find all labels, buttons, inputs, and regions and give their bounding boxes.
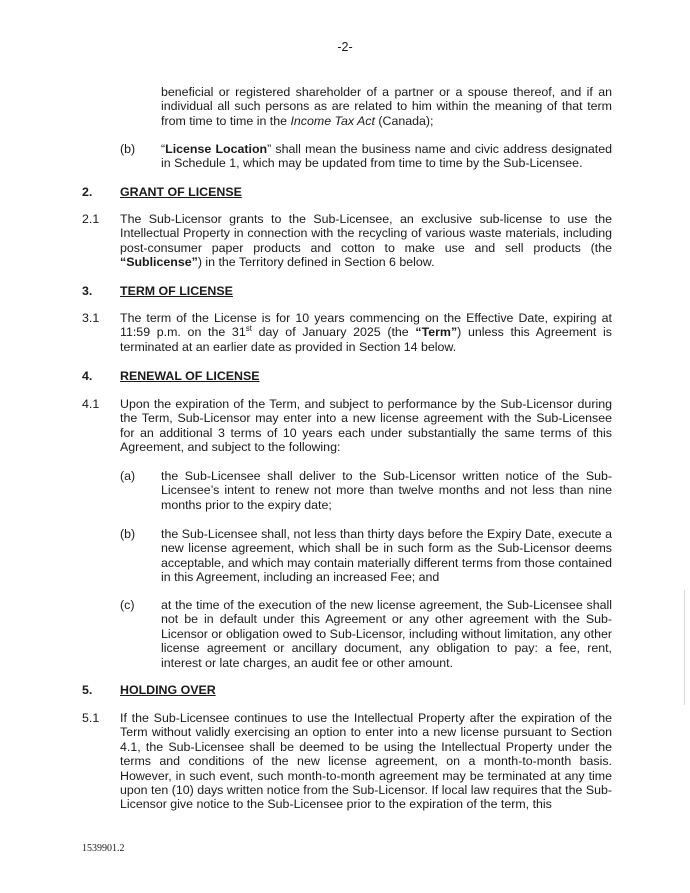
section-3-1-term: “Term” (415, 325, 458, 340)
section-3-number: 3. (82, 284, 93, 298)
section-3-title: TERM OF LICENSE (120, 284, 233, 298)
section-2-title: GRANT OF LICENSE (120, 185, 242, 199)
intro-text-b: (Canada); (374, 113, 434, 128)
definition-b-quote: “ (161, 142, 166, 156)
section-2-1-text (120, 212, 612, 270)
intro-text-a: beneficial or registered shareholder of a partner or a spouse thereof, and if an individual all such persons as are related to him within the meaning of that term from time to time in the (161, 85, 612, 128)
renewal-item-b-text: the Sub-Licensee shall, not less than thirty days before the Expiry Date, execute a new license agreement, which shall be in such form as the Sub-Licensor deems acceptable, and which may contain materially different terms from those contained in this Agreement, including an increased Fee; and (161, 527, 612, 585)
intro-text (161, 85, 612, 128)
section-4-1-text: Upon the expiration of the Term, and subject to performance by the Sub-Licensor during the Term, Sub-Licensor may enter into a new license agreement with the Sub-Licensee for an additional 3 terms of 10 years each under substantially the same terms of this Agreement, and subject to the following: (120, 397, 612, 455)
page-number: -2- (337, 40, 353, 54)
section-3-1-text-c: ) unless this Agreement is terminated at an earlier date as provided in Section 14 below. (120, 325, 612, 354)
definition-b-rest: ” shall mean the business name and civic address designated in Schedule 1, which may be updated from time to time by the Sub-Licensee. (161, 142, 613, 171)
section-4-number: 4. (82, 369, 93, 383)
section-2-1-text-a: The Sub-Licensor grants to the Sub-Licensee, an exclusive sub-license to use the Intellectual Property in connection with the recycling of various waste materials, including post-consumer paper products and cotton to make use and sell products (the (120, 212, 612, 255)
definition-b-term: License Location (165, 142, 268, 156)
section-5-1-text: If the Sub-Licensee continues to use the Intellectual Property after the expiration of the Term without validly exercising an option to enter into a new license pursuant to Section 4.1, the Sub-Licensee shall be deemed to be using the Intellectual Property under the terms and conditions of the new license agreement, on a month-to-month basis. However, in such event, such month-to-month agreement may be terminated at any time upon ten (10) days written notice from the Sub-Licensor. If local law requires that the Sub-Licensor give notice to the Sub-Licensee prior to the expiration of the term, this (120, 711, 612, 812)
section-4-title: RENEWAL OF LICENSE (120, 369, 260, 383)
section-3-1-text-a: The term of the License is for 10 years commencing on the Effective Date, expiring at 11:59 p.m. on the 31 (120, 311, 612, 340)
section-3-1-text-b: day of January 2025 (the (251, 325, 416, 340)
section-5-number: 5. (82, 683, 93, 697)
definition-b-label: (b) (120, 142, 136, 156)
section-5-title: HOLDING OVER (120, 683, 216, 697)
renewal-item-c-text: at the time of the execution of the new license agreement, the Sub-Licensee shall not be in default under this Agreement or any other agreement with the Sub-Licensor or obligation owed to Sub-Licensor, including without limitation, any other license agreement or ancillary document, any obligation to pay: a fee, rent, interest or late charges, an audit fee or other amount. (161, 598, 612, 670)
renewal-item-c-label: (c) (120, 598, 135, 612)
section-2-1-term: “Sublicense” (120, 255, 198, 270)
section-2-number: 2. (82, 185, 93, 199)
intro-italic: Income Tax Act (290, 113, 375, 128)
section-4-1-number: 4.1 (82, 397, 100, 411)
definition-b-text (161, 142, 612, 171)
renewal-item-a-text: the Sub-Licensee shall deliver to the Sub-Licensor written notice of the Sub-Licensee’s intent to renew not more than twelve months and not less than nine months prior to the expiry date; (161, 469, 612, 512)
section-2-1-text-b: ) in the Territory defined in Section 6 below. (197, 255, 435, 270)
renewal-item-a-label: (a) (120, 469, 136, 483)
section-5-1-number: 5.1 (82, 711, 100, 725)
scan-edge-mark (684, 590, 685, 705)
section-2-1-number: 2.1 (82, 212, 100, 226)
section-3-1-superscript: st (245, 324, 252, 334)
section-3-1-number: 3.1 (82, 311, 100, 325)
renewal-item-b-label: (b) (120, 527, 136, 541)
document-id: 1539901.2 (82, 843, 125, 854)
section-3-1-text (120, 311, 612, 354)
